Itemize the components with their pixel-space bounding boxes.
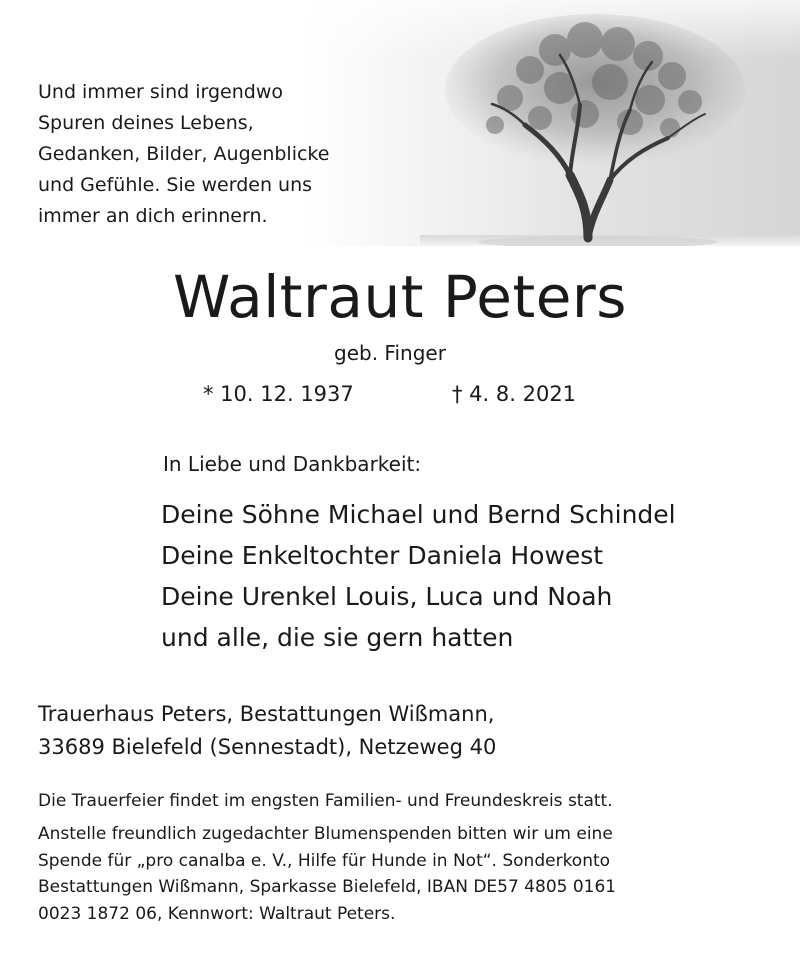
address-line: 33689 Bielefeld (Sennestadt), Netzeweg 40 <box>38 735 497 759</box>
mourner-line: Deine Enkeltochter Daniela Howest <box>161 541 604 570</box>
mourners-intro: In Liebe und Dankbarkeit: <box>163 452 422 476</box>
donation-notice <box>38 821 616 927</box>
poem-line: Spuren deines Lebens, <box>38 112 254 134</box>
donation-line: Spende für „pro canalba e. V., Hilfe für Hunde in Not“. Sonderkonto <box>38 850 611 871</box>
death-date: † 4. 8. 2021 <box>452 382 577 406</box>
donation-line: Anstelle freundlich zugedachter Blumenspenden bitten wir um eine <box>38 824 613 844</box>
header-banner <box>0 0 800 246</box>
mourner-line: Deine Urenkel Louis, Luca und Noah <box>161 582 613 611</box>
poem-text <box>38 77 329 232</box>
address-line: Trauerhaus Peters, Bestattungen Wißmann, <box>38 702 495 726</box>
mourner-line: Deine Söhne Michael und Bernd Schindel <box>161 500 676 529</box>
ceremony-notice <box>38 788 613 815</box>
tree-landscape-icon <box>420 10 800 246</box>
deceased-name: Waltraut Peters <box>173 263 627 331</box>
mourners-list <box>161 494 676 658</box>
donation-line: Bestattungen Wißmann, Sparkasse Bielefeld, IBAN DE57 4805 0161 <box>38 877 617 897</box>
maiden-name: geb. Finger <box>334 341 446 365</box>
funeral-home-address <box>38 698 496 764</box>
ceremony-line: Die Trauerfeier findet im engsten Familien- und Freundeskreis statt. <box>38 791 613 811</box>
poem-line: immer an dich erinnern. <box>38 205 268 227</box>
donation-line: 0023 1872 06, Kennwort: Waltraut Peters. <box>38 903 396 924</box>
poem-line: Und immer sind irgendwo <box>38 81 283 103</box>
poem-line: und Gefühle. Sie werden uns <box>38 174 313 196</box>
mourner-line: und alle, die sie gern hatten <box>161 623 514 652</box>
poem-line: Gedanken, Bilder, Augenblicke <box>38 143 330 165</box>
birth-date: * 10. 12. 1937 <box>203 382 354 406</box>
